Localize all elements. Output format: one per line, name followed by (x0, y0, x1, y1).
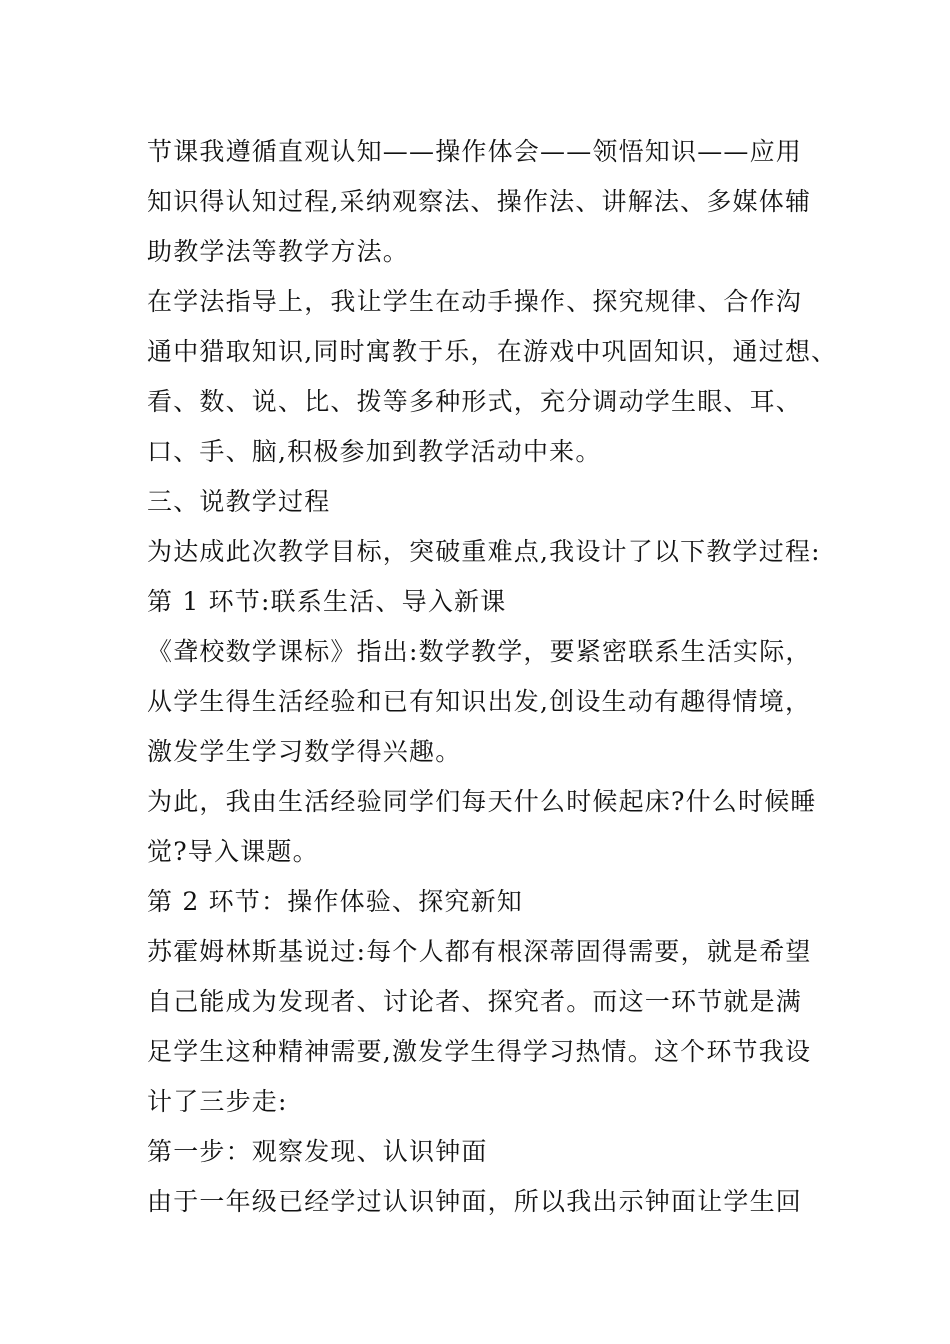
text-line: 知识得认知过程,采纳观察法、操作法、讲解法、多媒体辅 (147, 187, 812, 216)
text-line: 激发学生学习数学得兴趣。 (147, 737, 462, 766)
text-line: 节课我遵循直观认知——操作体会——领悟知识——应用 (147, 137, 803, 166)
text-line: 通中猎取知识,同时寓教于乐，在游戏中巩固知识，通过想、 (147, 337, 838, 366)
section-heading: 三、说教学过程 (147, 487, 331, 516)
text-line: 自己能成为发现者、讨论者、探究者。而这一环节就是满 (147, 987, 803, 1016)
text-line: 在学法指导上，我让学生在动手操作、探究规律、合作沟 (147, 287, 803, 316)
step-heading: 第一步：观察发现、认识钟面 (147, 1137, 488, 1166)
text-line: 口、手、脑,积极参加到教学活动中来。 (147, 437, 602, 466)
document-body (147, 127, 838, 1227)
text-line: 看、数、说、比、拨等多种形式，充分调动学生眼、耳、 (147, 387, 803, 416)
text-line: 助教学法等教学方法。 (147, 237, 410, 266)
text-line: 《聋校数学课标》指出:数学教学，要紧密联系生活实际， (147, 637, 812, 666)
step-heading: 第 2 环节：操作体验、探究新知 (147, 887, 524, 916)
text-line: 足学生这种精神需要,激发学生得学习热情。这个环节我设 (147, 1037, 812, 1066)
text-line: 由于一年级已经学过认识钟面，所以我出示钟面让学生回 (147, 1187, 803, 1216)
text-line: 为此，我由生活经验同学们每天什么时候起床?什么时候睡 (147, 787, 817, 816)
step-heading: 第 1 环节:联系生活、导入新课 (147, 587, 507, 616)
text-line: 从学生得生活经验和已有知识出发,创设生动有趣得情境， (147, 687, 812, 716)
text-line: 计了三步走: (147, 1087, 288, 1116)
text-line: 为达成此次教学目标，突破重难点,我设计了以下教学过程: (147, 537, 821, 566)
text-line: 苏霍姆林斯基说过:每个人都有根深蒂固得需要，就是希望 (147, 937, 812, 966)
text-line: 觉?导入课题。 (147, 837, 319, 866)
